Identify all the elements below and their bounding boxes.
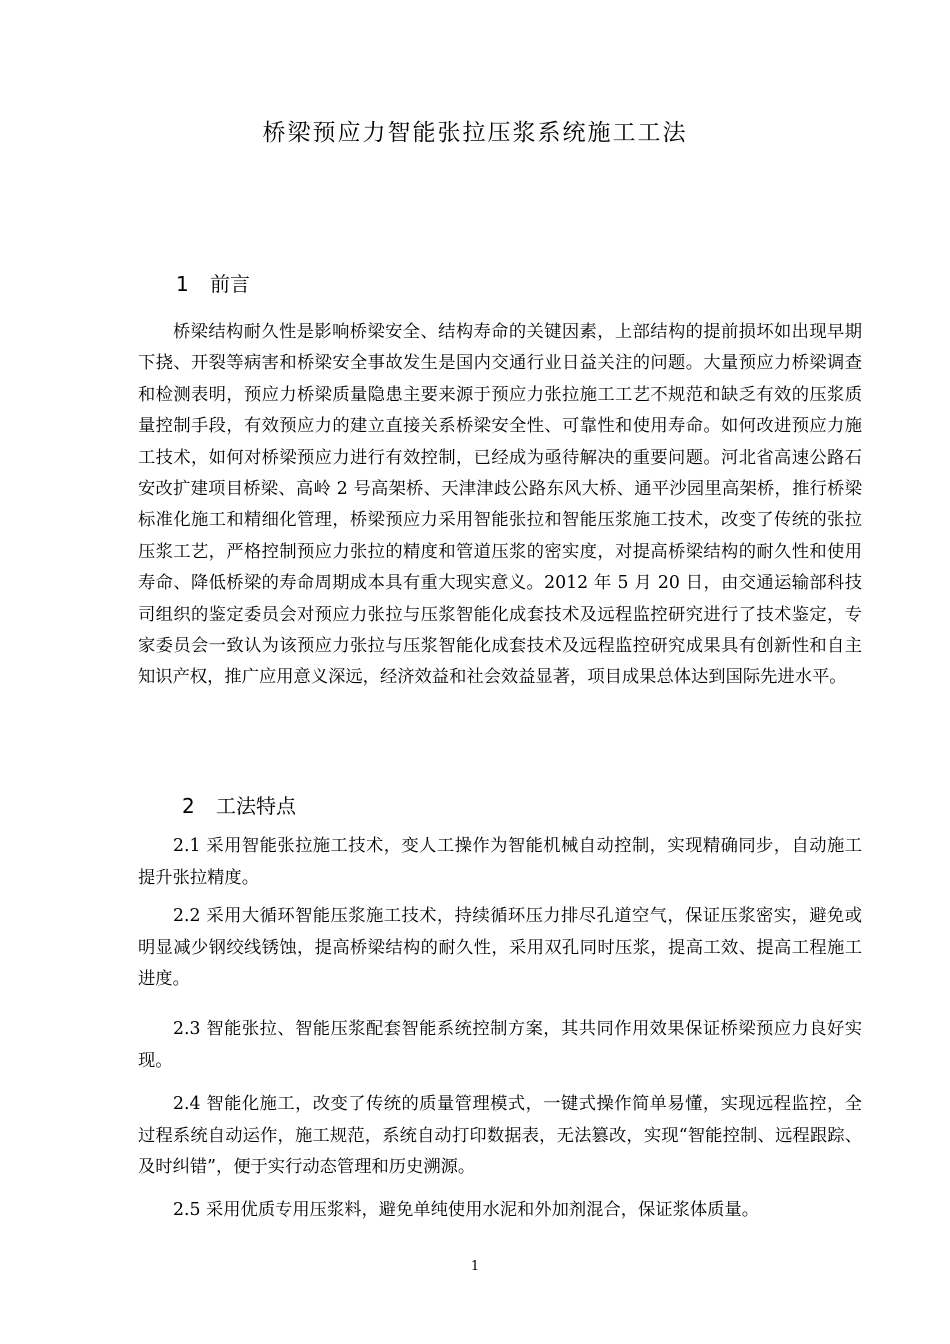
- feature-item-2-1: 2.1 采用智能张拉施工技术，变人工操作为智能机械自动控制，实现精确同步，自动施工提升张拉精度。: [138, 836, 862, 888]
- feature-item-2-5: 2.5 采用优质专用压浆料，避免单纯使用水泥和外加剂混合，保证浆体质量。: [173, 1200, 759, 1220]
- feature-item-2-4: 2.4 智能化施工，改变了传统的质量管理模式，一键式操作简单易懂，实现远程监控，全过程系统自动运作，施工规范，系统自动打印数据表，无法篡改，实现“智能控制、远程跟踪、及时纠错”，便于实行动态管理和历史溯源。: [138, 1094, 862, 1177]
- foreword-paragraph: 桥梁结构耐久性是影响桥梁安全、结构寿命的关键因素，上部结构的提前损坏如出现早期下挠、开裂等病害和桥梁安全事故发生是国内交通行业日益关注的问题。大量预应力桥梁调查和检测表明，预应力桥梁质量隐患主要来源于预应力张拉施工工艺不规范和缺乏有效的压浆质量控制手段，有效预应力的建立直接关系桥梁安全性、可靠性和使用寿命。如何改进预应力施工技术，如何对桥梁预应力进行有效控制，已经成为亟待解决的重要问题。河北省高速公路石安改扩建项目桥梁、高岭 2 号高架桥、天津津歧公路东风大桥、通平沙园里高架桥，推行桥梁标准化施工和精细化管理，桥梁预应力采用智能张拉和智能压浆施工技术，改变了传统的张拉压浆工艺，严格控制预应力张拉的精度和管道压浆的密实度，对提高桥梁结构的耐久性和使用寿命、降低桥梁的寿命周期成本具有重大现实意义。2012 年 5 月 20 日，由交通运输部科技司组织的鉴定委员会对预应力张拉与压浆智能化成套技术及远程监控研究进行了技术鉴定，专家委员会一致认为该预应力张拉与压浆智能化成套技术及远程监控研究成果具有创新性和自主知识产权，推广应用意义深远，经济效益和社会效益显著，项目成果总体达到国际先进水平。: [138, 322, 862, 688]
- section-title: 工法特点: [216, 794, 296, 818]
- section-heading-features: [182, 792, 296, 820]
- section-title: 前言: [210, 272, 250, 296]
- section-number: 1: [176, 272, 189, 296]
- section-heading-foreword: [176, 270, 250, 298]
- section-number: 2: [182, 794, 195, 818]
- feature-item-2-3: 2.3 智能张拉、智能压浆配套智能系统控制方案，其共同作用效果保证桥梁预应力良好实现。: [138, 1019, 862, 1071]
- feature-item-2-2: 2.2 采用大循环智能压浆施工技术，持续循环压力排尽孔道空气，保证压浆密实，避免或明显减少钢绞线锈蚀，提高桥梁结构的耐久性，采用双孔同时压浆，提高工效、提高工程施工进度。: [138, 906, 862, 989]
- page-number: 1: [470, 1259, 480, 1274]
- document-title: 桥梁预应力智能张拉压浆系统施工工法: [262, 120, 688, 146]
